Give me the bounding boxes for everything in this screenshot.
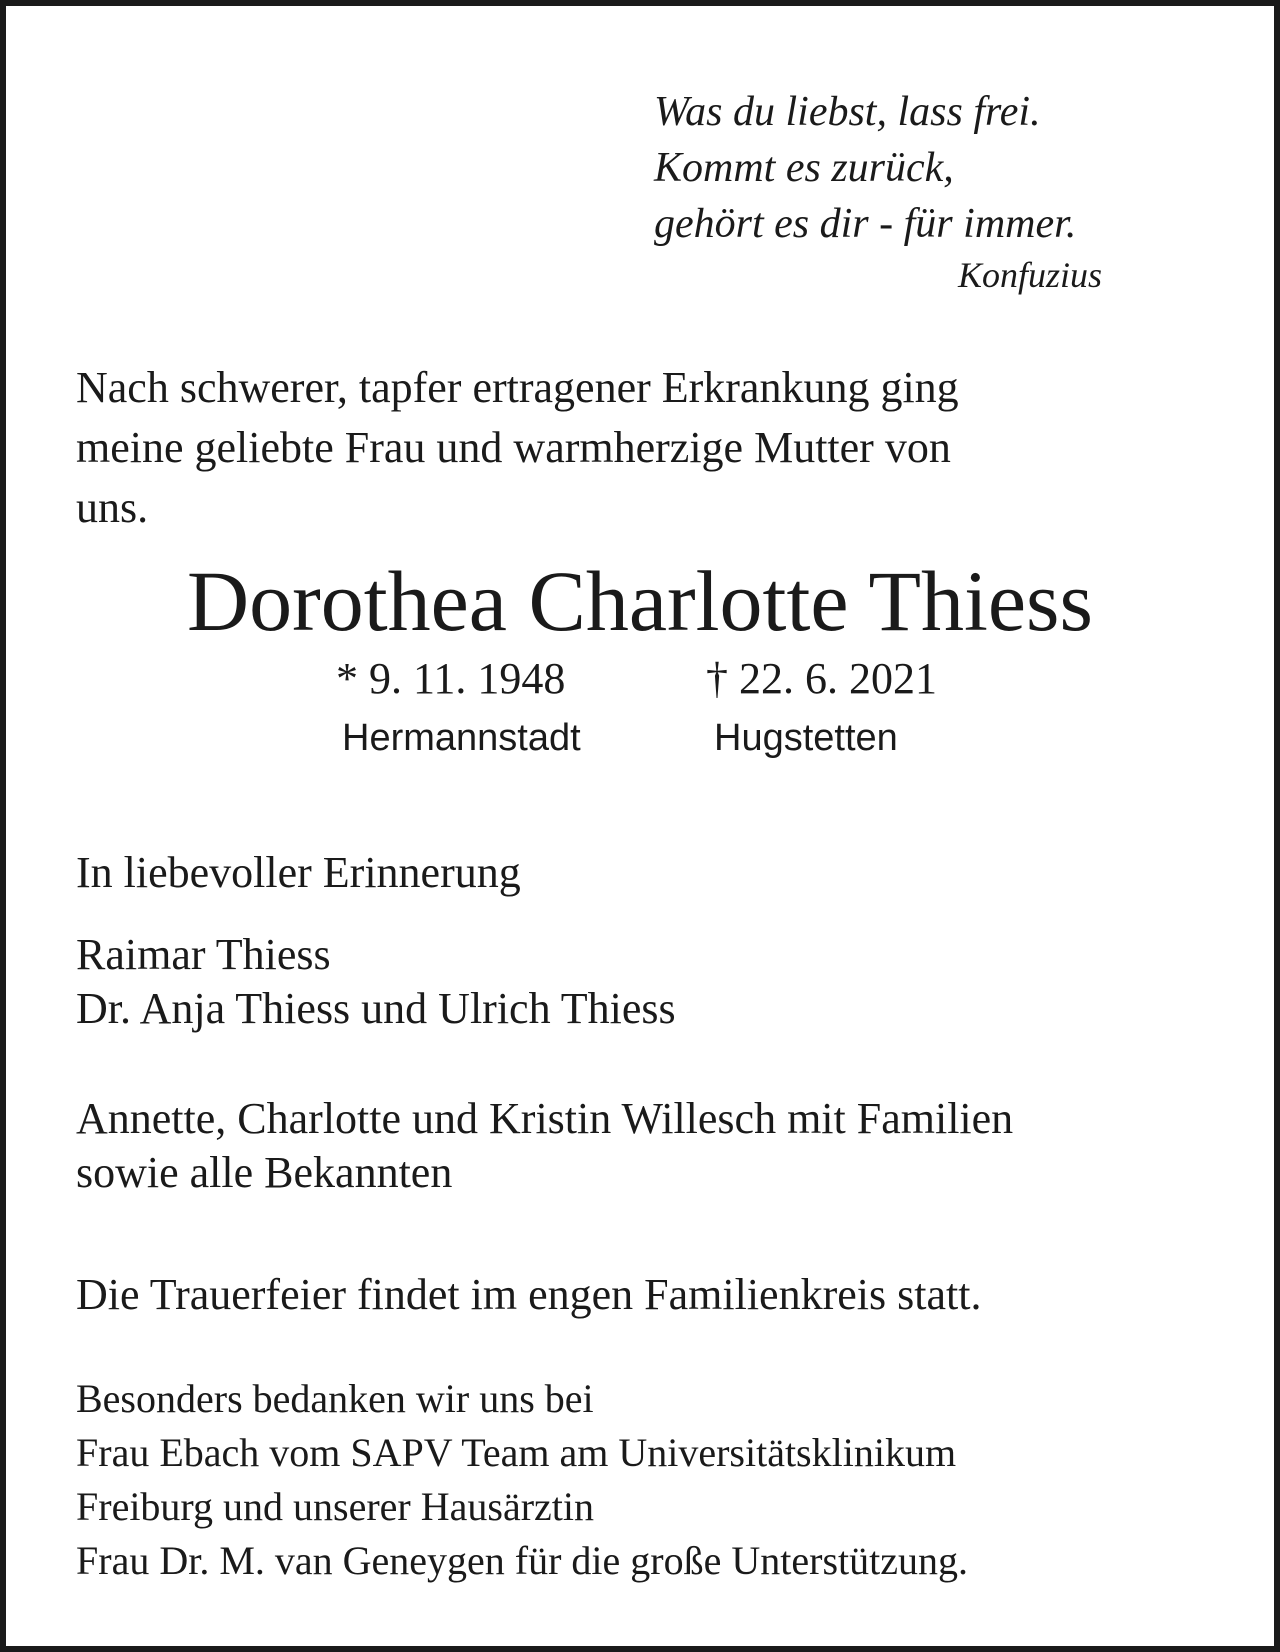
quote-line: gehört es dir - für immer.	[654, 201, 1077, 247]
mourners-relatives	[76, 1092, 1013, 1200]
intro-line: Nach schwerer, tapfer ertragener Erkrankung ging	[76, 363, 959, 412]
mourner-line: Dr. Anja Thiess und Ulrich Thiess	[76, 984, 676, 1033]
intro-text	[76, 358, 1226, 538]
deceased-name: Dorothea Charlotte Thiess	[187, 553, 1093, 649]
mourner-line: Raimar Thiess	[76, 930, 331, 979]
quote-line: Was du liebst, lass frei.	[654, 89, 1041, 135]
death-date: † 22. 6. 2021	[706, 654, 937, 703]
death-place: Hugstetten	[714, 717, 898, 759]
birth-date: * 9. 11. 1948	[336, 654, 566, 703]
thanks-line: Frau Ebach vom SAPV Team am Universitätsklinikum	[76, 1430, 957, 1475]
thanks-line: Frau Dr. M. van Geneygen für die große Unterstützung.	[76, 1538, 968, 1583]
quote-author: Konfuzius	[958, 255, 1103, 295]
intro-line: meine geliebte Frau und warmherzige Mutter von	[76, 423, 951, 472]
ceremony-note: Die Trauerfeier findet im engen Familienkreis statt.	[76, 1270, 982, 1319]
thanks-line: Besonders bedanken wir uns bei	[76, 1376, 594, 1421]
birth-place: Hermannstadt	[342, 717, 581, 759]
thanks-note	[76, 1372, 968, 1588]
mourner-line: sowie alle Bekannten	[76, 1148, 453, 1197]
memory-heading: In liebevoller Erinnerung	[76, 848, 521, 897]
intro-line: uns.	[76, 483, 149, 532]
quote	[654, 84, 1076, 252]
quote-line: Kommt es zurück,	[654, 145, 954, 191]
thanks-line: Freiburg und unserer Hausärztin	[76, 1484, 595, 1529]
mourner-line: Annette, Charlotte und Kristin Willesch mit Familien	[76, 1094, 1014, 1143]
mourners-family	[76, 928, 676, 1036]
